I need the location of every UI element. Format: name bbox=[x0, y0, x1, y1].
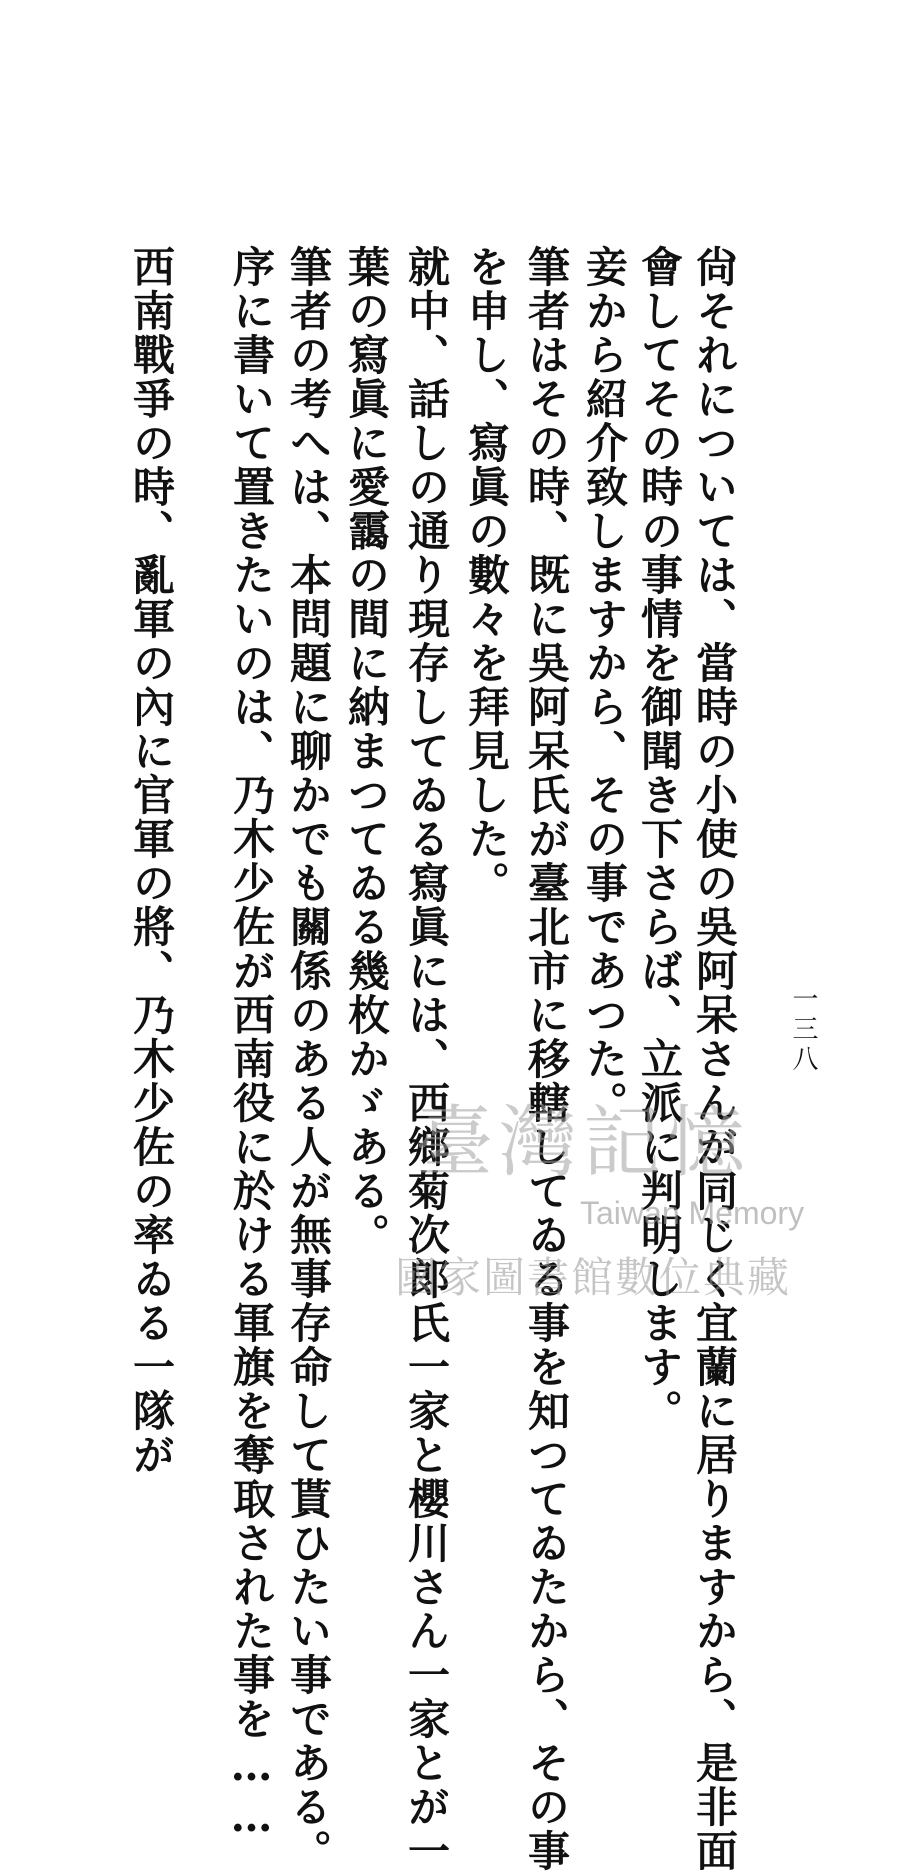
text-column-1: 尙それについては、當時の小使の吳阿呆さんが同じく宜蘭に居りますから、是非面 bbox=[690, 245, 739, 1873]
page-number: 一三八 bbox=[788, 985, 818, 1075]
text-column-3: 妾から紹介致しますから、その事であつた。 bbox=[580, 245, 629, 1125]
text-column-7: 葉の寫眞に愛靄の間に納まつてゐる幾枚かゞある。 bbox=[342, 245, 391, 1257]
text-column-9: 序に書いて置きたいのは、乃木少佐が西南役に於ける軍旗を奪取された事を…… bbox=[227, 245, 276, 1843]
text-column-8: 筆者の考へは、本問題に聊かでも關係のある人が無事存命して貰ひたい事である。 bbox=[284, 245, 333, 1873]
text-column-2: 會してその時の事情を御聞き下さらば、立派に判明します。 bbox=[635, 245, 684, 1433]
text-column-4: 筆者はその時、既に吳阿呆氏が臺北市に移轄してゐる事を知つてゐたから、その事 bbox=[522, 245, 571, 1873]
text-column-6: 就中、話しの通り現存してゐる寫眞には、西鄉菊次郞氏一家と櫻川さん一家とが一 bbox=[402, 245, 451, 1873]
watermark-title: 臺灣記憶 bbox=[415, 1098, 752, 1188]
watermark-subtitle: 國家圖書館數位典藏 bbox=[395, 1253, 792, 1302]
text-column-10: 西南戰爭の時、亂軍の內に官軍の將、乃木少佐の率ゐる一隊が bbox=[127, 245, 176, 1477]
text-column-5: を申し、寫眞の數々を拜見した。 bbox=[462, 245, 511, 905]
watermark-english: Taiwan Memory bbox=[580, 1195, 805, 1231]
